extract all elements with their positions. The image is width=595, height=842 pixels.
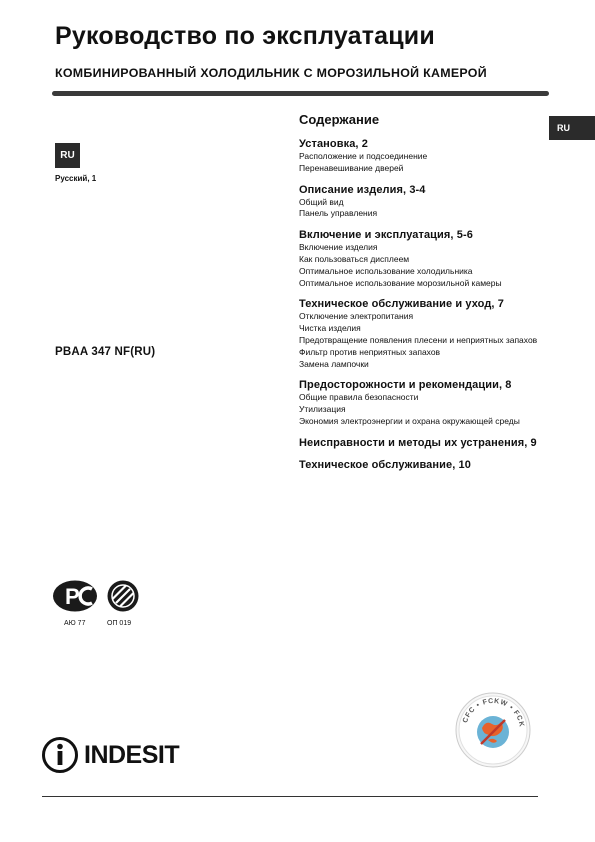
toc-subsection: Общие правила безопасности [299, 392, 419, 403]
toc-subsection: Общий вид [299, 196, 344, 207]
eco-ring-text: CFC • FCKW • FCK [462, 697, 525, 729]
toc-subsection: Оптимальное использование морозильной камеры [299, 277, 502, 288]
toc-section-title: Установка, 2 [299, 138, 368, 150]
document-title: Руководство по эксплуатации [55, 22, 435, 50]
toc-section-title: Неисправности и методы их устранения, 9 [299, 436, 537, 449]
brand-name: INDESIT [84, 741, 180, 769]
toc-subsection: Экономия электроэнергии и охрана окружающей среды [299, 415, 520, 426]
gost-certification-icon [108, 581, 139, 612]
toc-subsection: Как пользоваться дисплеем [299, 253, 410, 264]
no-cfc-badge-icon [455, 692, 531, 768]
certification-code-a: АЮ 77 [64, 620, 86, 627]
toc-subsection: Расположение и подсоединение [299, 151, 428, 161]
toc-subsection: Замена лампочки [299, 358, 369, 369]
indesit-logo-icon [41, 736, 79, 774]
toc-subsection: Отключение электропитания [299, 311, 414, 322]
toc-section-title: Описание изделия, 3-4 [299, 183, 426, 196]
header-divider [52, 91, 549, 96]
toc-subsection: Включение изделия [299, 242, 378, 253]
toc-subsection: Предотвращение появления плесени и неприятных запахов [299, 334, 538, 345]
rst-certification-icon [53, 581, 97, 612]
toc-subsection: Утилизация [299, 404, 346, 415]
toc-section [299, 228, 595, 289]
language-label: Русский, 1 [55, 174, 97, 183]
toc-section [299, 183, 595, 221]
toc-section-title: Включение и эксплуатация, 5-6 [299, 229, 473, 242]
toc-section [299, 378, 595, 427]
toc-section [299, 458, 595, 472]
toc-subsection: Перенавешивание дверей [299, 162, 404, 173]
footer-divider [42, 796, 538, 797]
language-badge: RU [55, 143, 80, 168]
toc-section-title: Техническое обслуживание и уход, 7 [299, 298, 504, 311]
toc-subsection: Чистка изделия [299, 323, 361, 334]
toc-section-title: Предосторожности и рекомендации, 8 [299, 379, 512, 392]
toc-heading: Содержание [299, 112, 380, 127]
toc-subsection: Фильтр против неприятных запахов [299, 346, 441, 357]
toc-subsection: Оптимальное использование холодильника [299, 265, 473, 276]
toc-section [299, 137, 595, 175]
toc-section-title: Техническое обслуживание, 10 [299, 458, 471, 471]
table-of-contents [299, 112, 595, 480]
svg-text:P: P [65, 584, 80, 609]
toc-sections [299, 137, 595, 472]
certification-code-b: ОП 019 [107, 620, 132, 627]
model-number: PBAA 347 NF(RU) [55, 346, 156, 358]
toc-section [299, 436, 595, 450]
toc-subsection: Панель управления [299, 208, 378, 219]
certification-marks [52, 580, 144, 612]
language-tab: RU [549, 116, 595, 140]
toc-section [299, 297, 595, 370]
document-subtitle: КОМБИНИРОВАННЫЙ ХОЛОДИЛЬНИК С МОРОЗИЛЬНОЙ КАМЕРОЙ [55, 66, 487, 80]
